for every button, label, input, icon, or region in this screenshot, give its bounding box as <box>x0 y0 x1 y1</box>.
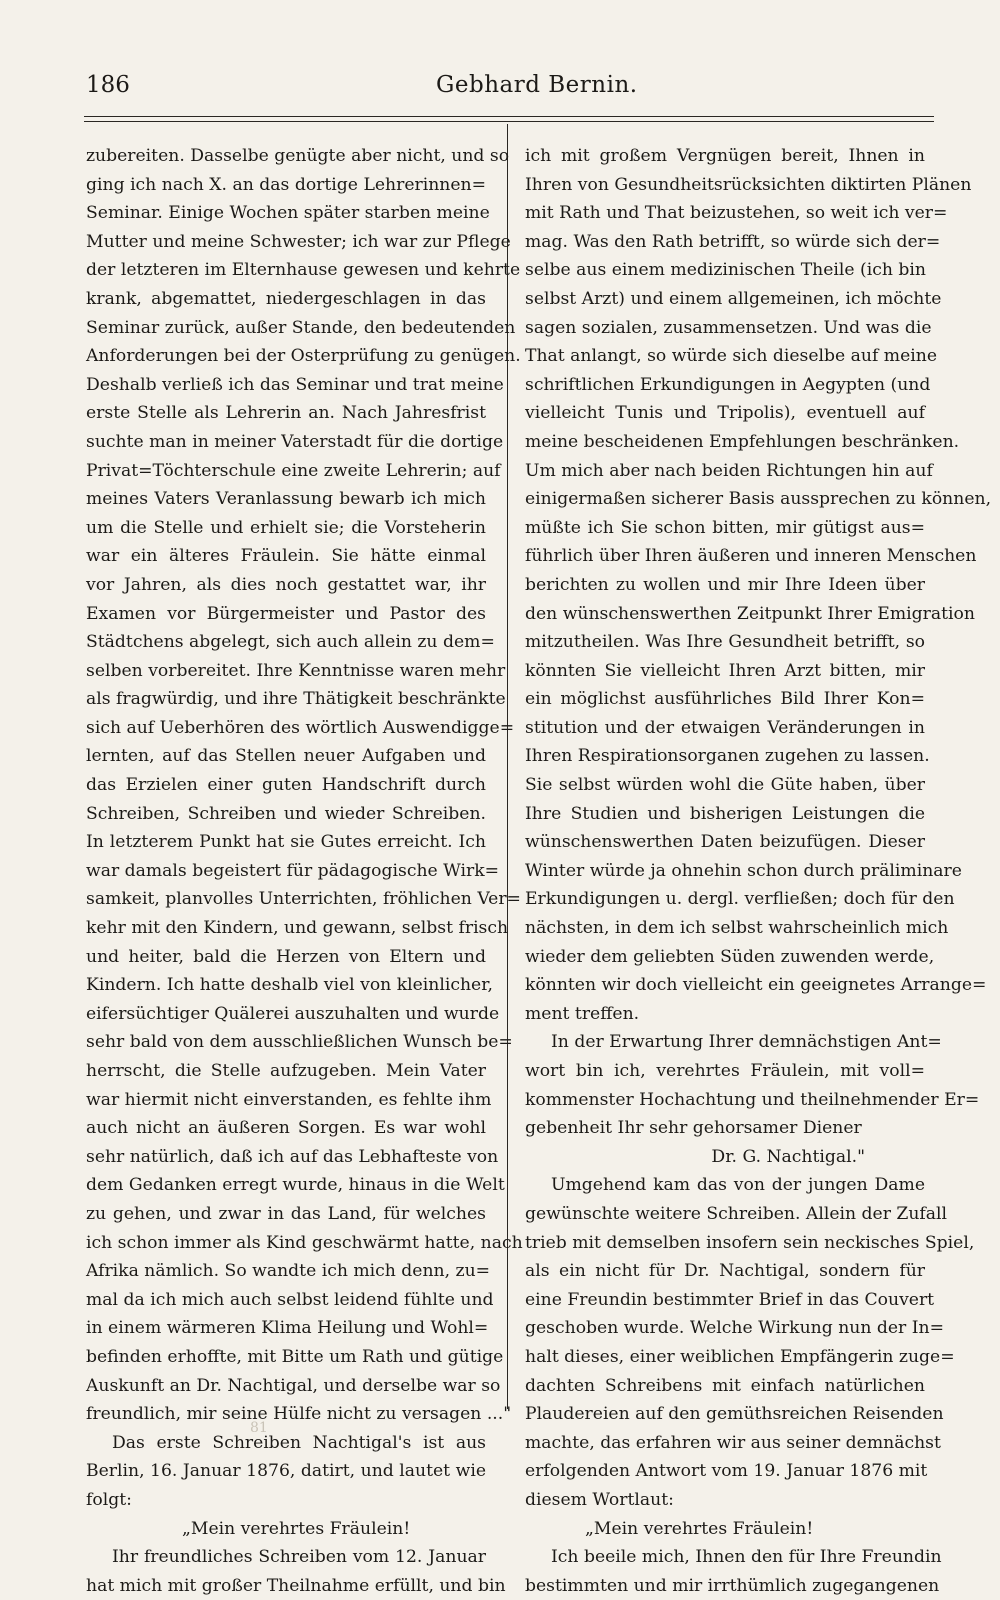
text-line: sehr bald von dem ausschließlichen Wunsch be= <box>86 1032 513 1053</box>
text-line: Dr. G. Nachtigal." <box>711 1146 865 1167</box>
text-line: mag. Was den Rath betrifft, so würde sich der= <box>525 231 941 252</box>
text-line: meines Vaters Veranlassung bewarb ich mich <box>86 489 486 510</box>
text-line: Städtchens abgelegt, sich auch allein zu dem= <box>86 632 495 653</box>
text-line: „Mein verehrtes Fräulein! <box>182 1518 411 1539</box>
text-line: kommenster Hochachtung und theilnehmender Er= <box>525 1089 980 1110</box>
text-line: Ihren von Gesundheitsrücksichten diktirten Plänen <box>525 174 972 195</box>
text-line: bestimmten und mir irrthümlich zugegangenen <box>525 1575 940 1596</box>
text-line: Plaudereien auf den gemüthsreichen Reisenden <box>525 1404 944 1425</box>
text-line: Berlin, 16. Januar 1876, datirt, und lautet wie <box>86 1461 486 1482</box>
text-line: mal da ich mich auch selbst leidend fühlte und <box>86 1289 494 1310</box>
text-line: Anforderungen bei der Osterprüfung zu genügen. <box>86 346 521 367</box>
text-line: krank, abgemattet, niedergeschlagen in das <box>86 288 486 309</box>
text-line: nächsten, in dem ich selbst wahrscheinlich mich <box>525 918 949 939</box>
text-line: in einem wärmeren Klima Heilung und Wohl= <box>86 1318 489 1339</box>
text-line: und heiter, bald die Herzen von Eltern und <box>86 946 486 967</box>
text-line: selben vorbereitet. Ihre Kenntnisse waren mehr <box>86 660 506 681</box>
header-rule-top <box>84 116 934 117</box>
text-line: selbst Arzt) und einem allgemeinen, ich möchte <box>525 288 942 309</box>
text-line: war damals begeistert für pädagogische Wirk= <box>86 860 500 881</box>
text-line: geschoben wurde. Welche Wirkung nun der In= <box>525 1318 944 1339</box>
text-line: Seminar. Einige Wochen später starben meine <box>86 203 490 224</box>
text-line: befinden erhoffte, mit Bitte um Rath und gütige <box>86 1346 504 1367</box>
text-line: suchte man in meiner Vaterstadt für die dortige <box>86 431 504 452</box>
text-line: wünschenswerthen Daten beizufügen. Dieser <box>525 832 925 853</box>
text-line: freundlich, mir seine Hülfe nicht zu versagen ..." <box>86 1404 512 1425</box>
text-line: Mutter und meine Schwester; ich war zur Pflege <box>86 231 511 252</box>
text-line: In letzterem Punkt hat sie Gutes erreicht. Ich <box>86 832 486 853</box>
text-line: Examen vor Bürgermeister und Pastor des <box>86 603 486 624</box>
text-line: herrscht, die Stelle aufzugeben. Mein Vater <box>86 1061 486 1081</box>
text-line: um die Stelle und erhielt sie; die Vorsteherin <box>86 517 486 538</box>
text-line: Umgehend kam das von der jungen Dame <box>551 1175 925 1196</box>
text-line: Schreiben, Schreiben und wieder Schreiben. <box>86 803 486 824</box>
text-line: auch nicht an äußeren Sorgen. Es war wohl <box>86 1118 486 1139</box>
text-line: samkeit, planvolles Unterrichten, fröhlichen Ver= <box>86 889 521 910</box>
text-line: schriftlichen Erkundigungen in Aegypten (und <box>525 374 931 395</box>
text-line: erste Stelle als Lehrerin an. Nach Jahresfrist <box>86 403 486 424</box>
text-line: war ein älteres Fräulein. Sie hätte einmal <box>86 546 486 567</box>
text-line: müßte ich Sie schon bitten, mir gütigst aus= <box>525 517 925 538</box>
running-title: Gebhard Bernin. <box>436 72 638 98</box>
column-divider <box>507 124 508 1409</box>
text-line: Winter würde ja ohnehin schon durch präliminare <box>525 860 962 881</box>
text-line: ging ich nach X. an das dortige Lehrerinnen= <box>86 174 486 195</box>
text-line: ment treffen. <box>525 1003 640 1024</box>
page-number: 186 <box>86 72 130 98</box>
text-line: Seminar zurück, außer Stande, den bedeutenden <box>86 317 516 338</box>
text-line: wieder dem geliebten Süden zuwenden werde, <box>525 946 935 967</box>
text-line: einigermaßen sicherer Basis aussprechen zu können, <box>525 489 992 510</box>
text-line: Ihre Studien und bisherigen Leistungen die <box>525 803 925 824</box>
header-rule-bottom <box>84 121 934 122</box>
text-line: Das erste Schreiben Nachtigal's ist aus <box>112 1432 486 1453</box>
text-line: halt dieses, einer weiblichen Empfängerin zuge= <box>525 1346 955 1367</box>
text-line: sich auf Ueberhören des wörtlich Auswendigge= <box>86 717 515 738</box>
left-column <box>86 142 523 1600</box>
text-line: Sie selbst würden wohl die Güte haben, über <box>525 775 925 796</box>
text-line: „Mein verehrtes Fräulein! <box>585 1518 814 1539</box>
text-line: könnten Sie vielleicht Ihren Arzt bitten, mir <box>525 660 925 681</box>
text-line: ein möglichst ausführliches Bild Ihrer Kon= <box>525 689 925 710</box>
text-line: Afrika nämlich. So wandte ich mich denn, zu= <box>86 1261 491 1282</box>
text-line: als fragwürdig, und ihre Thätigkeit beschränkte <box>86 689 506 710</box>
text-line: Um mich aber nach beiden Richtungen hin auf <box>525 460 933 481</box>
text-line: Ihren Respirationsorganen zugehen zu lassen. <box>525 746 930 767</box>
text-line: diesem Wortlaut: <box>525 1489 674 1510</box>
text-line: sagen sozialen, zusammensetzen. Und was die <box>525 317 932 338</box>
text-line: Ihr freundliches Schreiben vom 12. Januar <box>112 1547 486 1568</box>
text-line: gebenheit Ihr sehr gehorsamer Diener <box>525 1118 862 1139</box>
text-line: wort bin ich, verehrtes Fräulein, mit voll= <box>525 1061 925 1081</box>
text-line: Kindern. Ich hatte deshalb viel von kleinlicher, <box>86 975 494 996</box>
text-line: eine Freundin bestimmter Brief in das Couvert <box>525 1289 935 1310</box>
text-line: trieb mit demselben insofern sein neckisches Spiel, <box>525 1232 975 1253</box>
text-line: selbe aus einem medizinischen Theile (ich bin <box>525 260 926 281</box>
text-line: meine bescheidenen Empfehlungen beschränken. <box>525 431 960 452</box>
faint-page-mark: 81 <box>250 1420 268 1436</box>
text-line: den wünschenswerthen Zeitpunkt Ihrer Emigration <box>525 603 975 624</box>
text-line: zubereiten. Dasselbe genügte aber nicht, und so <box>86 146 510 166</box>
text-line: mitzutheilen. Was Ihre Gesundheit betrifft, so <box>525 632 925 653</box>
text-line: zu gehen, und zwar in das Land, für welches <box>86 1203 486 1224</box>
text-line: gewünschte weitere Schreiben. Allein der Zufall <box>525 1203 947 1224</box>
text-line: vielleicht Tunis und Tripolis), eventuell auf <box>525 403 925 424</box>
text-line: dachten Schreibens mit einfach natürlichen <box>525 1375 925 1396</box>
text-line: erfolgenden Antwort vom 19. Januar 1876 mit <box>525 1461 928 1482</box>
text-line: Auskunft an Dr. Nachtigal, und derselbe war so <box>86 1375 501 1396</box>
text-line: Ich beeile mich, Ihnen den für Ihre Freundin <box>551 1547 942 1568</box>
text-line: könnten wir doch vielleicht ein geeignetes Arrange= <box>525 975 987 996</box>
text-line: vor Jahren, als dies noch gestattet war, ihr <box>86 574 486 595</box>
text-line: That anlangt, so würde sich dieselbe auf meine <box>525 346 938 367</box>
text-line: Privat=Töchterschule eine zweite Lehrerin; auf <box>86 460 501 481</box>
text-line: hat mich mit großer Theilnahme erfüllt, und bin <box>86 1575 506 1596</box>
text-line: der letzteren im Elternhause gewesen und kehrte <box>86 260 521 281</box>
text-line: führlich über Ihren äußeren und inneren Menschen <box>525 546 977 567</box>
text-line: das Erzielen einer guten Handschrift durch <box>86 775 486 796</box>
text-line: machte, das erfahren wir aus seiner demnächst <box>525 1432 941 1453</box>
text-line: berichten zu wollen und mir Ihre Ideen über <box>525 574 925 595</box>
text-line: kehr mit den Kindern, und gewann, selbst frisch <box>86 918 509 939</box>
text-line: folgt: <box>86 1489 132 1510</box>
text-line: Deshalb verließ ich das Seminar und trat meine <box>86 374 504 395</box>
text-line: dem Gedanken erregt wurde, hinaus in die Welt <box>86 1175 505 1196</box>
text-line: In der Erwartung Ihrer demnächstigen Ant= <box>551 1032 942 1053</box>
right-column <box>525 142 992 1600</box>
text-line: als ein nicht für Dr. Nachtigal, sondern für <box>525 1261 925 1282</box>
text-line: ich schon immer als Kind geschwärmt hatte, nach <box>86 1232 523 1253</box>
text-line: stitution und der etwaigen Veränderungen in <box>525 717 925 738</box>
text-line: ich mit großem Vergnügen bereit, Ihnen in <box>525 146 925 166</box>
text-line: Erkundigungen u. dergl. verfließen; doch für den <box>525 889 955 910</box>
text-line: lernten, auf das Stellen neuer Aufgaben und <box>86 746 486 767</box>
text-line: eifersüchtiger Quälerei auszuhalten und wurde <box>86 1003 500 1024</box>
text-line: mit Rath und That beizustehen, so weit ich ver= <box>525 203 948 224</box>
text-line: sehr natürlich, daß ich auf das Lebhafteste von <box>86 1146 499 1167</box>
text-line: war hiermit nicht einverstanden, es fehlte ihm <box>86 1089 492 1110</box>
